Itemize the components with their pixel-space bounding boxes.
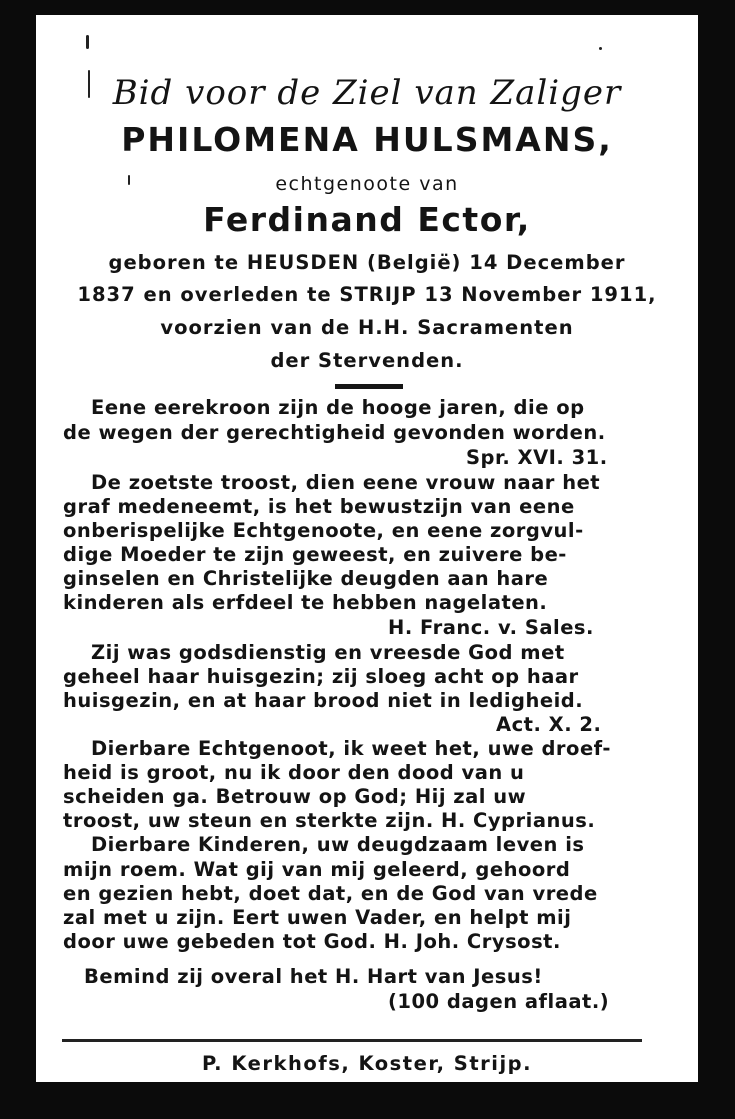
spouse-name: Ferdinand Ector, (203, 200, 531, 239)
ornament-divider (335, 384, 403, 389)
passage-line: huisgezin, en at haar brood niet in ledigheid. (63, 689, 584, 712)
indulgence-note: (100 dagen aflaat.) (388, 990, 610, 1013)
passage-line: Eene eerekroon zijn de hooge jaren, die op (91, 396, 585, 419)
bio-line: der Stervenden. (270, 349, 464, 372)
passage-attribution: H. Franc. v. Sales. (388, 616, 594, 639)
memorial-card (36, 15, 698, 1082)
bio-line: voorzien van de H.H. Sacramenten (160, 316, 574, 339)
passage-line: de wegen der gerechtigheid gevonden worden. (63, 421, 606, 444)
bio-line: geboren te HEUSDEN (België) 14 December (108, 251, 626, 274)
passage-line: en gezien hebt, doet dat, en de God van vrede (63, 882, 598, 905)
passage-line: zal met u zijn. Eert uwen Vader, en helpt mij (63, 906, 572, 929)
passage-line: Dierbare Kinderen, uw deugdzaam leven is (91, 833, 585, 856)
footer-divider (62, 1039, 642, 1042)
spouse-intro: echtgenoote van (275, 173, 459, 195)
closing-invocation: Bemind zij overal het H. Hart van Jesus! (84, 965, 543, 988)
prayer-heading: Bid voor de Ziel van Zaliger (112, 73, 622, 113)
passage-line: heid is groot, nu ik door den dood van u (63, 761, 525, 784)
deceased-name: PHILOMENA HULSMANS, (121, 120, 613, 159)
passage-line: door uwe gebeden tot God. H. Joh. Crysost. (63, 930, 561, 953)
passage-line: geheel haar huisgezin; zij sloeg acht op haar (63, 665, 579, 688)
passage-line: troost, uw steun en sterkte zijn. H. Cyprianus. (63, 809, 596, 832)
bio-line: 1837 en overleden te STRIJP 13 November 1911, (77, 283, 657, 306)
passage-line: onberispelijke Echtgenoote, en eene zorgvul- (63, 519, 584, 542)
passage-line: Dierbare Echtgenoot, ik weet het, uwe droef- (91, 737, 611, 760)
passage-line: scheiden ga. Betrouw op God; Hij zal uw (63, 785, 527, 808)
passage-attribution: Spr. XVI. 31. (466, 446, 608, 469)
passage-line: dige Moeder te zijn geweest, en zuivere be- (63, 543, 567, 566)
passage-line: De zoetste troost, dien eene vrouw naar het (91, 471, 601, 494)
passage-line: ginselen en Christelijke deugden aan hare (63, 567, 549, 590)
passage-line: Zij was godsdienstig en vreesde God met (91, 641, 565, 664)
print-speck (86, 35, 89, 49)
printer-credit: P. Kerkhofs, Koster, Strijp. (201, 1052, 533, 1075)
passage-attribution: Act. X. 2. (496, 713, 602, 736)
passage-line: graf medeneemt, is het bewustzijn van eene (63, 495, 575, 518)
passage-line: mijn roem. Wat gij van mij geleerd, gehoord (63, 858, 571, 881)
passage-line: kinderen als erfdeel te hebben nagelaten. (63, 591, 548, 614)
print-speck (599, 47, 602, 50)
